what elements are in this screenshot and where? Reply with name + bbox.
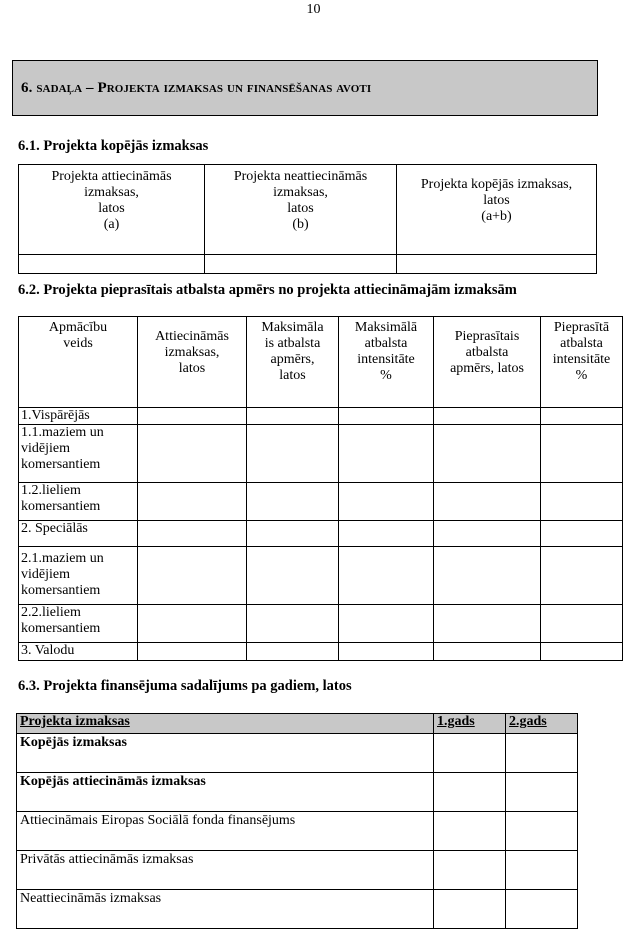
table-cell[interactable] [541, 425, 623, 483]
cell-text-line: izmaksas, [273, 185, 328, 200]
page-number: 10 [306, 2, 321, 17]
heading-6-3: 6.3. Projekta finansējuma sadalījums pa gadiem, latos [18, 678, 352, 694]
row-label: Kopējās attiecināmās izmaksas [17, 773, 434, 812]
row-label [19, 521, 138, 547]
table-cell[interactable] [506, 890, 578, 929]
table-total-costs [18, 164, 597, 274]
table-cell[interactable] [434, 425, 541, 483]
cell-text-line: latos [279, 368, 306, 383]
table-cell[interactable] [434, 521, 541, 547]
cell-text-line: latos [287, 201, 314, 216]
table-row [17, 851, 578, 890]
table-cell[interactable] [247, 483, 339, 521]
row-label [19, 483, 138, 521]
table-row [19, 408, 623, 425]
cell-text-line: komersantiem [21, 457, 101, 472]
table-cell[interactable] [434, 812, 506, 851]
row-label [19, 643, 138, 661]
cell-text-line: latos [178, 361, 206, 376]
table-cell[interactable] [138, 483, 247, 521]
table-cell[interactable] [339, 521, 434, 547]
table-yearly-financing [16, 713, 578, 929]
table-requested-support [18, 316, 623, 661]
table-cell[interactable] [339, 483, 434, 521]
cell-text-line: (a) [103, 217, 120, 232]
table-cell[interactable] [138, 408, 247, 425]
table-row [17, 812, 578, 851]
cell-text-line: (a+b) [481, 209, 512, 224]
cell-text-line: 1.1.maziem un [21, 425, 104, 440]
col-header [205, 165, 397, 255]
row-label: Kopējās izmaksas [17, 734, 434, 773]
table-cell[interactable] [247, 547, 339, 605]
table-cell[interactable] [434, 605, 541, 643]
table-row [19, 425, 623, 483]
cell-text-line: komersantiem [21, 499, 101, 514]
cell-text-line: intensitāte [552, 352, 611, 367]
table-row [17, 734, 578, 773]
table-cell[interactable] [506, 734, 578, 773]
table-cell[interactable] [339, 547, 434, 605]
table-cell[interactable] [247, 408, 339, 425]
cell-text-line: atbalsta [560, 336, 603, 351]
table-cell[interactable] [434, 547, 541, 605]
col-header [541, 317, 623, 408]
cell-text-line: 2. Speciālās [21, 521, 88, 536]
table-row [19, 605, 623, 643]
cell-text-line: 2.2.lieliem [21, 605, 81, 620]
table-cell[interactable] [138, 521, 247, 547]
col-header [19, 165, 205, 255]
table-cell[interactable] [247, 605, 339, 643]
cell-text-line: Attiecināmās [155, 329, 229, 344]
cell-text-line: 1.2.lieliem [21, 483, 81, 498]
table-cell[interactable] [339, 425, 434, 483]
cell-text-line: Apmācību [48, 320, 108, 335]
row-label [19, 547, 138, 605]
col-header [247, 317, 339, 408]
table-cell[interactable] [434, 734, 506, 773]
table-cell[interactable] [339, 605, 434, 643]
col-header [138, 317, 247, 408]
table-row [17, 773, 578, 812]
table-cell[interactable] [434, 773, 506, 812]
cell-text-line: apmērs, latos [450, 361, 524, 376]
col-header-year-1: 1.gads [434, 714, 506, 734]
table-cell[interactable] [205, 255, 397, 274]
cell-text-line: % [380, 368, 392, 383]
table-cell[interactable] [506, 851, 578, 890]
table-cell[interactable] [138, 547, 247, 605]
table-row [19, 643, 623, 661]
table-cell[interactable] [397, 255, 597, 274]
table-cell[interactable] [541, 483, 623, 521]
table-row [19, 255, 597, 274]
table-cell[interactable] [506, 773, 578, 812]
cell-text-line: veids [63, 336, 93, 351]
table-cell[interactable] [247, 425, 339, 483]
cell-text-line: vidējiem [21, 567, 70, 582]
table-cell[interactable] [434, 851, 506, 890]
table-cell[interactable] [434, 408, 541, 425]
cell-text-line: izmaksas, [164, 345, 220, 360]
table-row [19, 547, 623, 605]
table-cell[interactable] [138, 643, 247, 661]
cell-text-line: Pieprasītā [553, 320, 610, 335]
section-header-box [12, 60, 598, 116]
table-cell[interactable] [19, 255, 205, 274]
row-label: Neattiecināmās izmaksas [17, 890, 434, 929]
col-header-project-costs: Projekta izmaksas [17, 714, 434, 734]
table-row [19, 483, 623, 521]
cell-text-line: apmērs, [270, 352, 315, 367]
row-label [19, 605, 138, 643]
col-header-year-2: 2.gads [506, 714, 578, 734]
row-label [19, 408, 138, 425]
table-cell[interactable] [339, 408, 434, 425]
heading-6-2: 6.2. Projekta pieprasītais atbalsta apmērs no projekta attiecināmajām izmaksām [18, 282, 517, 298]
col-header [397, 165, 597, 255]
cell-text-line: Pieprasītais [454, 329, 520, 344]
table-cell[interactable] [247, 521, 339, 547]
cell-text-line: latos [483, 193, 510, 208]
cell-text-line: latos [98, 201, 125, 216]
table-cell[interactable] [541, 547, 623, 605]
cell-text-line: % [575, 368, 588, 383]
col-header [19, 317, 138, 408]
col-header [434, 317, 541, 408]
col-header [339, 317, 434, 408]
table-cell[interactable] [506, 812, 578, 851]
table-cell[interactable] [434, 643, 541, 661]
cell-text-line: Maksimāla [261, 320, 324, 335]
heading-6-1: 6.1. Projekta kopējās izmaksas [18, 138, 209, 154]
cell-text-line: komersantiem [21, 621, 101, 636]
table-cell[interactable] [138, 605, 247, 643]
cell-text-line: Projekta kopējās izmaksas, [420, 177, 573, 192]
row-label: Privātās attiecināmās izmaksas [17, 851, 434, 890]
table-row [19, 521, 623, 547]
cell-text-line: atbalsta [465, 345, 509, 360]
table-cell[interactable] [138, 425, 247, 483]
table-cell[interactable] [434, 890, 506, 929]
cell-text-line: Projekta neattiecināmās [233, 169, 368, 184]
table-cell[interactable] [541, 643, 623, 661]
table-cell[interactable] [434, 483, 541, 521]
table-row [17, 890, 578, 929]
row-label [19, 425, 138, 483]
cell-text-line: 1.Vispārējās [21, 408, 90, 423]
table-cell[interactable] [541, 605, 623, 643]
table-cell[interactable] [541, 408, 623, 425]
cell-text-line: vidējiem [21, 441, 70, 456]
cell-text-line: 2.1.maziem un [21, 551, 104, 566]
cell-text-line: izmaksas, [84, 185, 139, 200]
row-label: Attiecināmais Eiropas Sociālā fonda finansējums [17, 812, 434, 851]
cell-text-line: is atbalsta [264, 336, 321, 351]
cell-text-line: 3. Valodu [21, 643, 75, 658]
cell-text-line: komersantiem [21, 583, 101, 598]
cell-text-line: (b) [292, 217, 309, 232]
table-cell[interactable] [247, 643, 339, 661]
cell-text-line: Projekta attiecināmās [51, 169, 172, 184]
section-title: 6. sadaļa – Projekta izmaksas un finansēšanas avoti [21, 80, 372, 96]
table-cell[interactable] [541, 521, 623, 547]
table-cell[interactable] [339, 643, 434, 661]
cell-text-line: intensitāte [357, 352, 415, 367]
cell-text-line: atbalsta [364, 336, 408, 351]
cell-text-line: Maksimālā [354, 320, 418, 335]
